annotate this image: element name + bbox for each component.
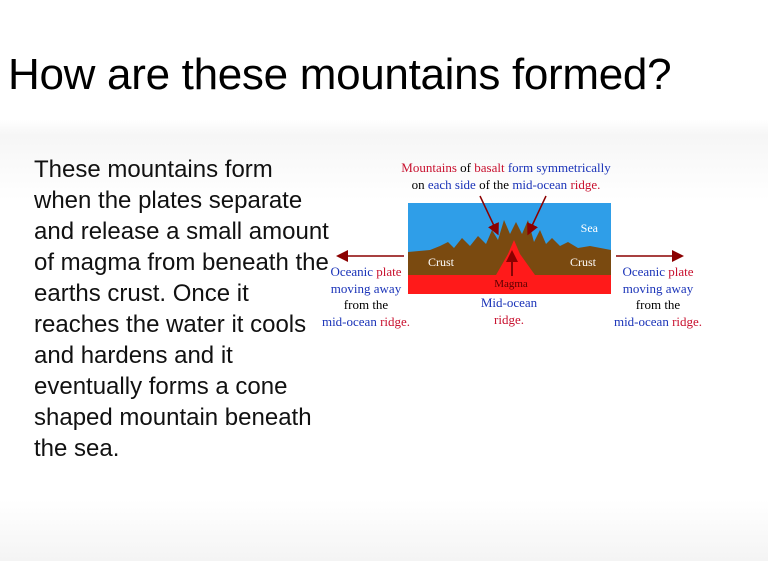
ridge-label-line-2: ridge. bbox=[494, 312, 524, 327]
label-run: from the bbox=[343, 297, 389, 312]
right-plate-label-1 bbox=[622, 264, 693, 279]
label-run: mid-ocean bbox=[613, 314, 673, 329]
left-plate-label-4 bbox=[322, 314, 410, 329]
label-run: Mountains bbox=[401, 160, 457, 175]
label-run: of bbox=[456, 160, 475, 175]
label-run: ridge. bbox=[672, 314, 703, 329]
label-run: moving away bbox=[622, 281, 694, 296]
label-run: ridge. bbox=[380, 314, 411, 329]
diagram-caption-line-1 bbox=[401, 160, 611, 175]
ridge-label-line-1: Mid-ocean bbox=[480, 295, 538, 310]
right-plate-label-2 bbox=[623, 281, 694, 296]
label-run: from the bbox=[635, 297, 681, 312]
label-run: on bbox=[411, 177, 428, 192]
label-run: mid-ocean bbox=[321, 314, 381, 329]
left-plate-label-2 bbox=[331, 281, 402, 296]
label-run: each side bbox=[427, 177, 476, 192]
slide-title: How are these mountains formed? bbox=[8, 50, 672, 99]
label-run: moving away bbox=[330, 281, 402, 296]
label-run: basalt bbox=[474, 160, 505, 175]
crust-label-left: Crust bbox=[428, 255, 455, 269]
label-run: mid-ocean bbox=[512, 177, 568, 192]
label-run: Oceanic bbox=[330, 264, 377, 279]
label-run: Oceanic bbox=[622, 264, 669, 279]
mid-ocean-ridge-diagram bbox=[320, 150, 720, 340]
left-plate-label-3 bbox=[344, 297, 389, 312]
label-run: form symmetrically bbox=[504, 160, 611, 175]
right-plate-label-4 bbox=[614, 314, 702, 329]
slide-body-text: These mountains form when the plates separate and release a small amount of magma from beneath the earths crust. Once it reaches the water it cools and hardens and it eventually forms a cone shaped mountain beneath the sea. bbox=[34, 156, 329, 462]
right-plate-label-3 bbox=[636, 297, 681, 312]
left-plate-label-1 bbox=[330, 264, 401, 279]
label-run: plate bbox=[376, 264, 402, 279]
label-run: of the bbox=[475, 177, 513, 192]
label-run: ridge. bbox=[567, 177, 601, 192]
magma-label: Magma bbox=[494, 278, 528, 290]
sea-label: Sea bbox=[580, 221, 598, 235]
crust-label-right: Crust bbox=[570, 255, 597, 269]
diagram-caption-line-2 bbox=[412, 177, 601, 192]
label-run: plate bbox=[668, 264, 694, 279]
